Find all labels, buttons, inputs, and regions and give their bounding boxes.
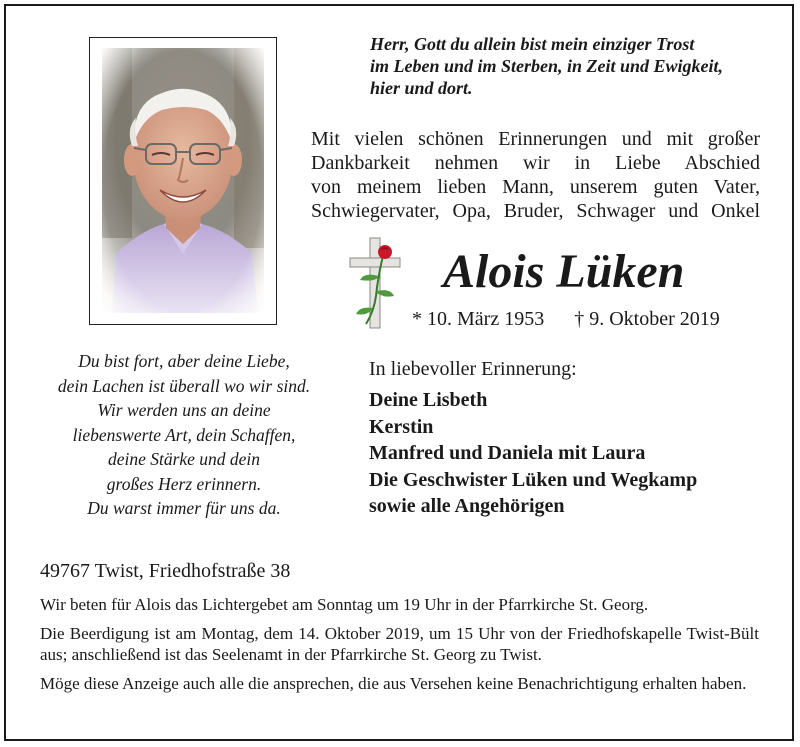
poem-line: Du bist fort, aber deine Liebe, bbox=[78, 351, 290, 371]
memory-label: In liebevoller Erinnerung: bbox=[369, 358, 577, 380]
birth-date: * 10. März 1953 bbox=[412, 308, 545, 330]
mourner: Deine Lisbeth bbox=[369, 389, 488, 411]
notice-paragraph: Die Beerdigung ist am Montag, dem 14. Oktober 2019, um 15 Uhr von der Friedhofskapelle Twist-Bült aus; anschließend ist das Seelenamt in der Pfarrkirche St. Georg zu Twist. bbox=[40, 624, 759, 664]
death-date: † 9. Oktober 2019 bbox=[574, 308, 720, 330]
mourner: Die Geschwister Lüken und Wegkamp bbox=[369, 468, 698, 491]
top-verse-line: hier und dort. bbox=[370, 78, 473, 98]
top-verse-line: Herr, Gott du allein bist mein einziger Trost bbox=[370, 34, 695, 54]
mourner: sowie alle Angehörigen bbox=[369, 495, 565, 517]
portrait-photo bbox=[102, 48, 264, 313]
intro-line: von meinem lieben Mann, unserem guten Vater, bbox=[311, 176, 760, 198]
mourners-list bbox=[369, 387, 697, 520]
service-notices bbox=[40, 594, 759, 702]
poem-line: deine Stärke und dein bbox=[107, 449, 261, 469]
life-dates bbox=[412, 306, 720, 332]
mourner: Manfred und Daniela mit Laura bbox=[369, 442, 646, 464]
notice-paragraph: Möge diese Anzeige auch alle die ansprechen, die aus Versehen keine Benachrichtigung erhalten haben. bbox=[40, 674, 747, 693]
poem-line: Du warst immer für uns da. bbox=[87, 498, 281, 518]
poem-line: großes Herz erinnern. bbox=[106, 473, 262, 494]
notice-paragraph: Wir beten für Alois das Lichtergebet am Sonntag um 19 Uhr in der Pfarrkirche St. Georg. bbox=[40, 595, 649, 614]
top-verse bbox=[370, 33, 770, 99]
cross-with-rose-icon bbox=[348, 236, 403, 331]
intro-line: Mit vielen schönen Erinnerungen und mit großer bbox=[311, 128, 760, 150]
poem-line: dein Lachen ist überall wo wir sind. bbox=[57, 375, 311, 396]
address: 49767 Twist, Friedhofstraße 38 bbox=[40, 560, 291, 582]
intro-text bbox=[311, 127, 760, 223]
poem-line: Wir werden uns an deine bbox=[97, 400, 271, 420]
mourner: Kerstin bbox=[369, 415, 434, 438]
deceased-name: Alois Lüken bbox=[443, 245, 685, 298]
poem-line: liebenswerte Art, dein Schaffen, bbox=[72, 424, 296, 445]
memorial-poem bbox=[18, 349, 350, 521]
intro-line: Schwiegervater, Opa, Bruder, Schwager und Onkel bbox=[311, 200, 760, 222]
top-verse-line: im Leben und im Sterben, in Zeit und Ewigkeit, bbox=[370, 56, 724, 76]
portrait-frame bbox=[89, 37, 277, 325]
intro-line: Dankbarkeit nehmen wir in Liebe Abschied bbox=[311, 152, 760, 174]
